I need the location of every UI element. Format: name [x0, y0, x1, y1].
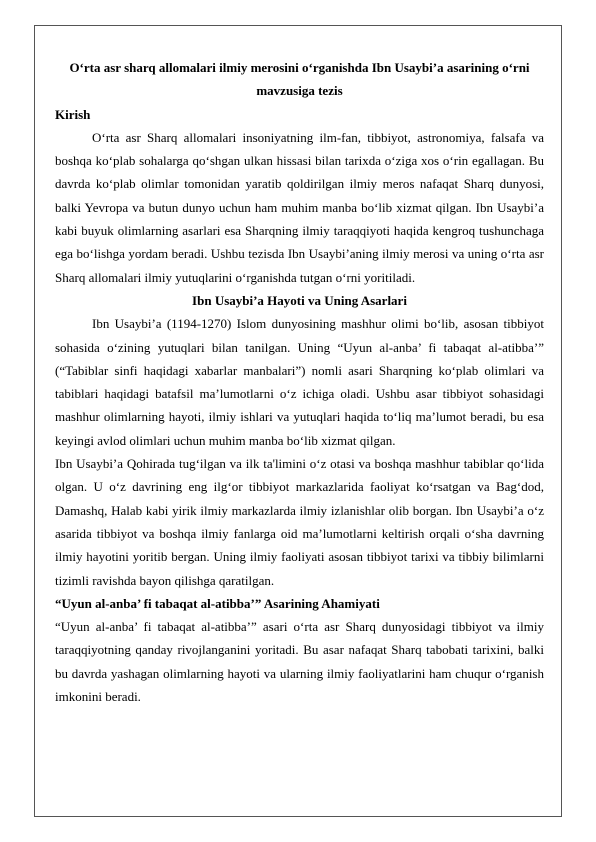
section-heading-life: Ibn Usaybi’a Hayoti va Uning Asarlari	[192, 292, 407, 308]
section-heading-intro: Kirish	[55, 106, 91, 122]
life-paragraph-2: Ibn Usaybi’a Qohirada tug‘ilgan va ilk ta'limini o‘z otasi va boshqa mashhur tabiblar qo‘lida olgan. U o‘z davrining eng ilg‘or tibbiyot markazlarida faoliyat ko‘rsatgan va Bag‘dod, Damashq, Halab kabi yirik ilmiy markazlarda ilmiy izlanishlar olib borgan. Ibn Usaybi’a o‘z asarida tibbiyot va boshqa ilmiy fanlarga oid ma’lumotlarni keltirish orqali o‘sha davrning ilmiy hayotini yoritib bergan. Uning ilmiy faoliyati asosan tibbiyot tarixi va tibbiy bilimlarni tizimli ravishda bayon qilishga qaratilgan.	[55, 456, 544, 588]
life-paragraph-1: Ibn Usaybi’a (1194-1270) Islom dunyosining mashhur olimi bo‘lib, asosan tibbiyot sohasida o‘zining yutuqlari bilan tanilgan. Uning “Uyun al-anba’ fi tabaqat al-atibba’” (“Tabiblar sinfi haqidagi xabarlar manbalari”) nomli asari Sharqning ko‘plab olimlari va tabiblari haqidagi batafsil ma’lumotlarni o‘z ichiga oladi. Ushbu asar tibbiyot sohasidagi mashhur olimlarning hayoti, ilmiy ishlari va yutuqlari haqida to‘liq ma’lumot beradi, bu esa keyingi avlod olimlari uchun muhim manba bo‘lib xizmat qilgan.	[55, 316, 544, 448]
document-title: O‘rta asr sharq allomalari ilmiy merosini o‘rganishda Ibn Usaybi’a asarining o‘rni mavzusiga tezis	[69, 60, 530, 99]
document-body	[55, 56, 544, 708]
intro-paragraph: O‘rta asr Sharq allomalari insoniyatning ilm-fan, tibbiyot, astronomiya, falsafa va boshqa ko‘plab sohalarga qo‘shgan ulkan hissasi bilan tarixda o‘ziga xos o‘rin egallagan. Bu davrda ko‘plab olimlar tomonidan yaratib qoldirilgan ilmiy meros nafaqat Sharq dunyosi, balki Yevropa va butun dunyo uchun ham muhim manba bo‘lib xizmat qilgan. Ibn Usaybi’a kabi buyuk olimlarning asarlari esa Sharqning ilmiy taraqqiyoti haqida kengroq tushunchaga ega bo‘lishga yordam beradi. Ushbu tezisda Ibn Usaybi’aning ilmiy merosi va uning o‘rta asr Sharq allomalari ilmiy yutuqlarini o‘rganishda tutgan o‘rni yoritiladi.	[55, 129, 544, 285]
section-heading-significance: “Uyun al-anba’ fi tabaqat al-atibba’” Asarining Ahamiyati	[55, 595, 380, 611]
significance-paragraph: “Uyun al-anba’ fi tabaqat al-atibba’” asari o‘rta asr Sharq dunyosidagi tibbiyot va ilmiy taraqqiyotning qanday rivojlanganini yoritadi. Bu asar nafaqat Sharq tabobati tarixini, balki bu davrda yashagan olimlarning hayoti va ularning ilmiy faoliyatlarini ham chuqur o‘rganish imkonini beradi.	[55, 619, 544, 705]
